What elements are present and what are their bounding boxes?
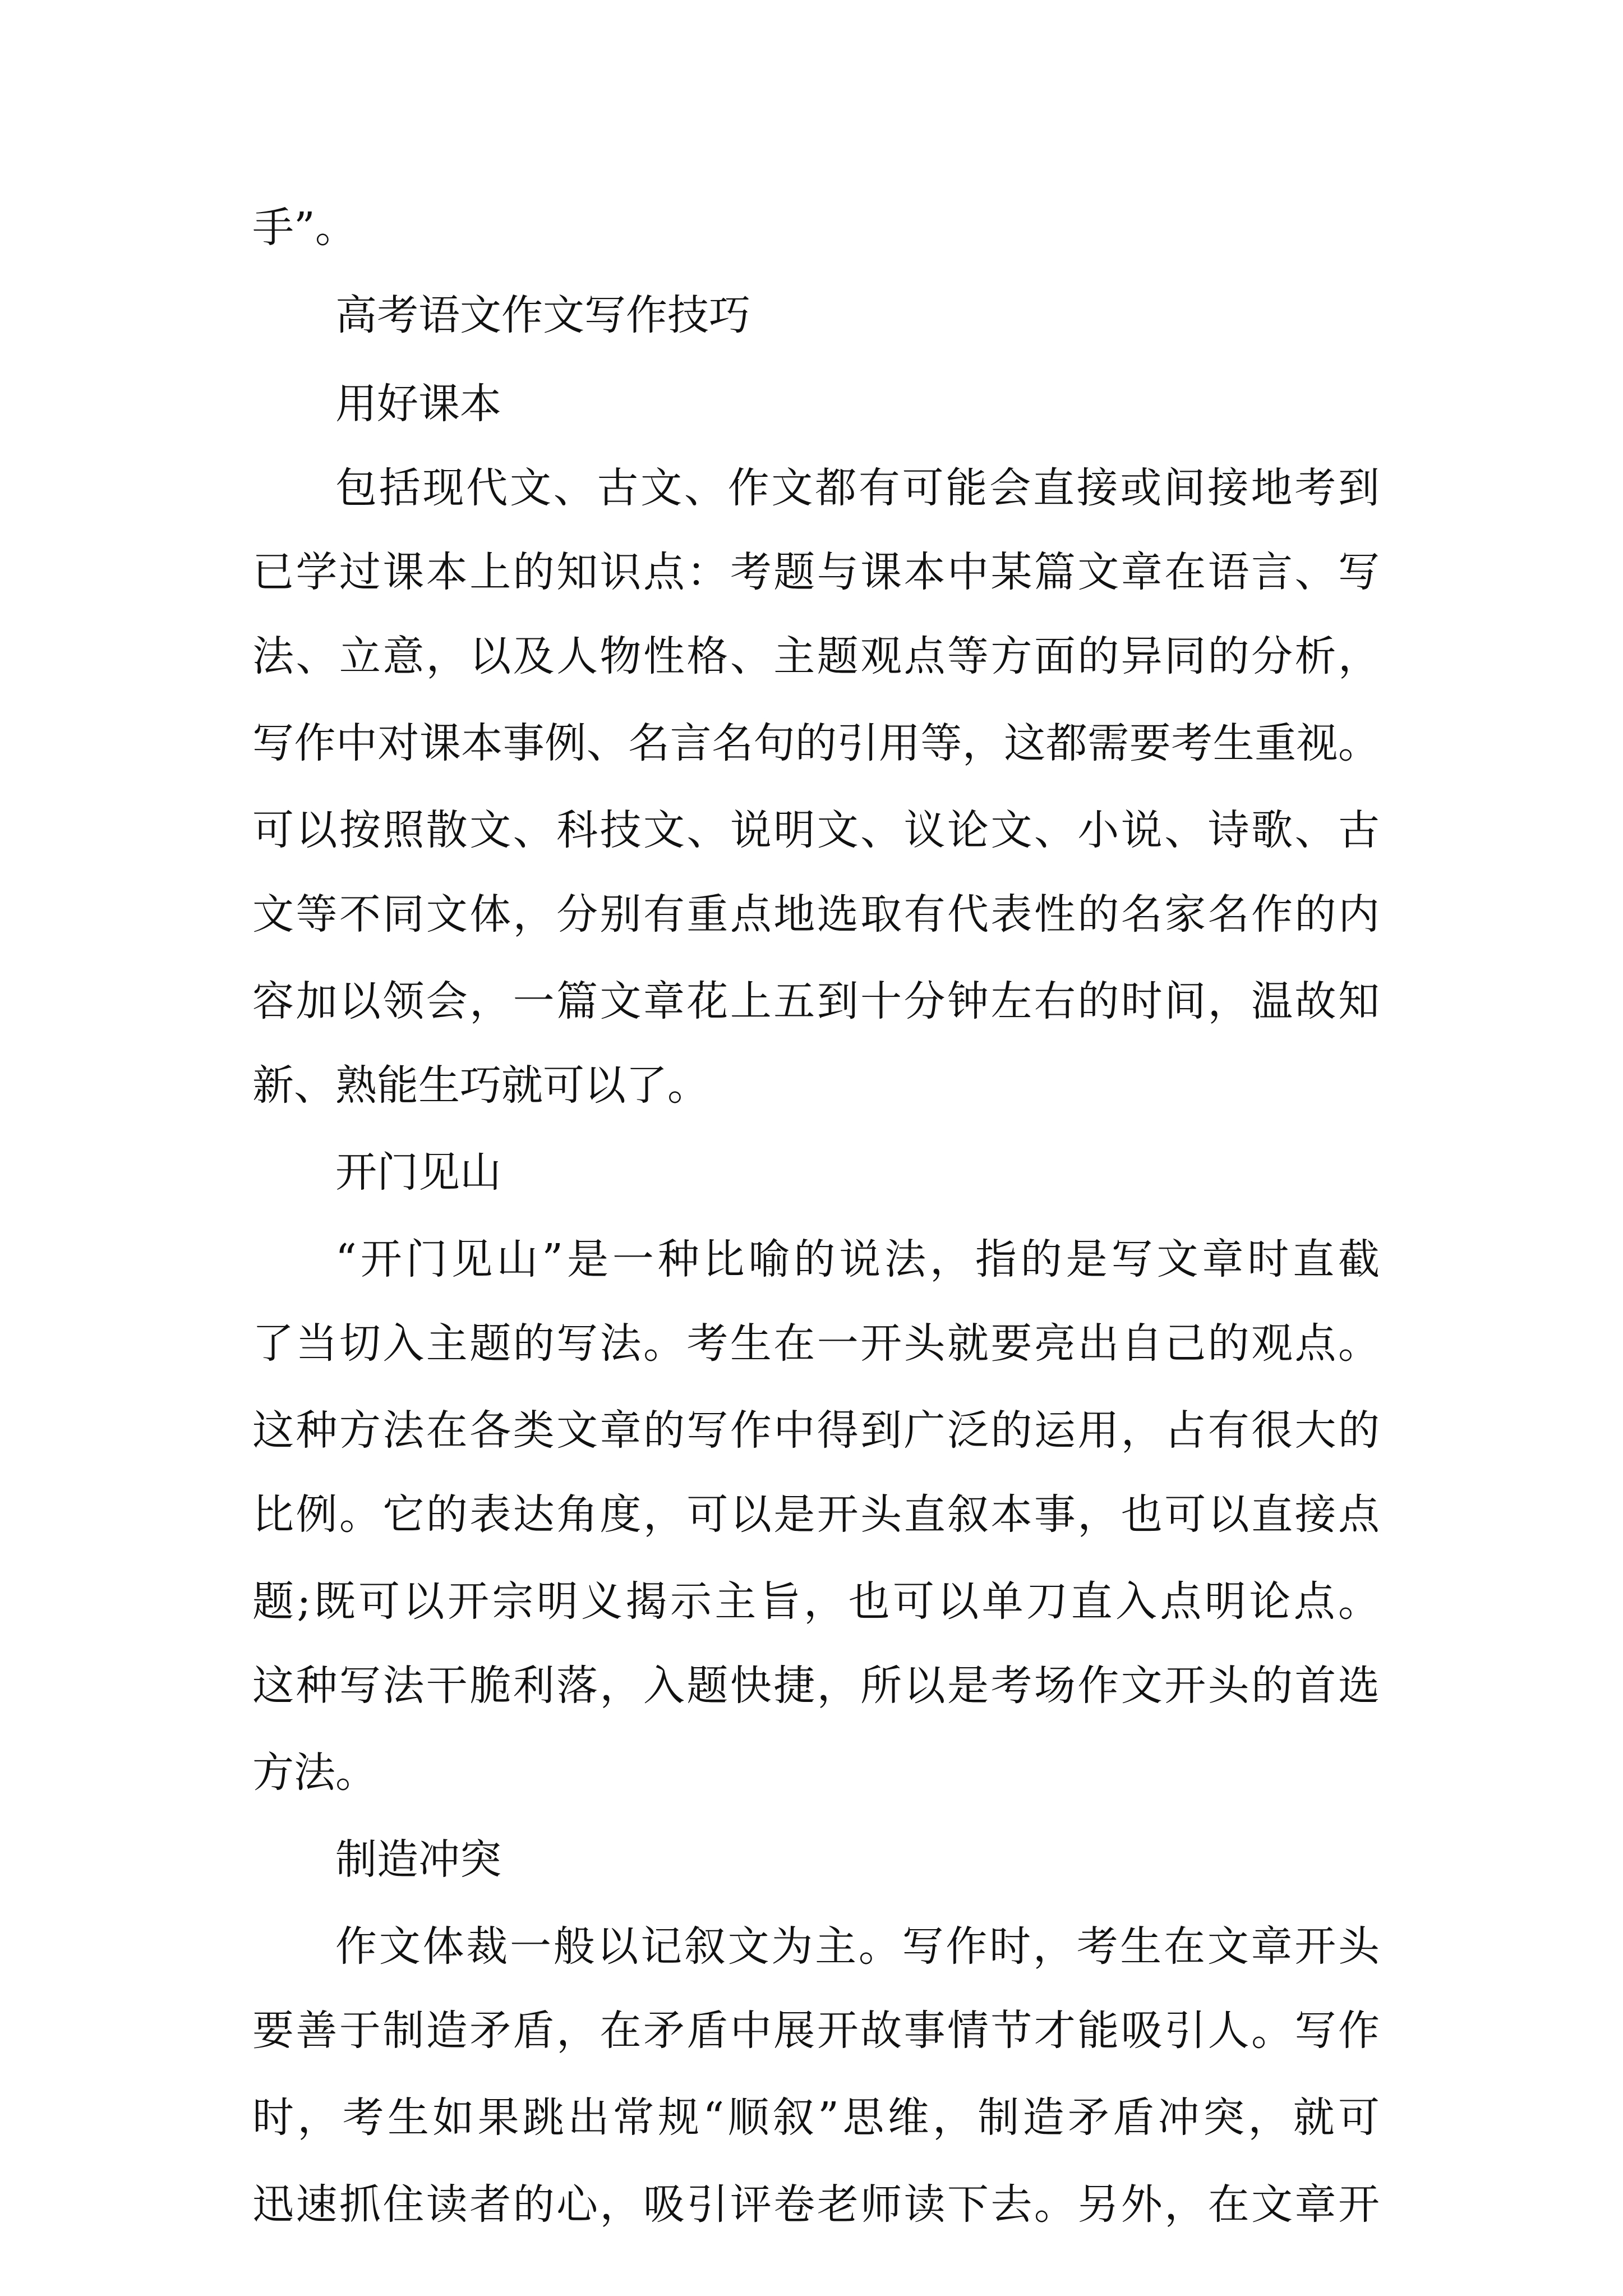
paragraph-line: 作文体裁一般以记叙文为主。写作时，考生在文章开头 [335, 1922, 1380, 1971]
paragraph-line: 文等不同文体，分别有重点地选取有代表性的名家名作的内 [252, 890, 1380, 938]
section-heading: 用好课本 [335, 380, 501, 428]
paragraph-line: 比例。它的表达角度，可以是开头直叙本事，也可以直接点 [252, 1490, 1380, 1539]
paragraph-line: 包括现代文、古文、作文都有可能会直接或间接地考到 [335, 464, 1380, 512]
paragraph-line: 这种写法干脆利落，入题快捷，所以是考场作文开头的首选 [252, 1662, 1380, 1710]
section-title: 高考语文作文写作技巧 [335, 291, 750, 339]
section-heading: 制造冲突 [335, 1835, 501, 1884]
paragraph-line: 新、熟能生巧就可以了。 [252, 1061, 709, 1110]
section-heading: 开门见山 [335, 1148, 501, 1197]
paragraph-line: 了当切入主题的写法。考生在一开头就要亮出自己的观点。 [252, 1319, 1380, 1368]
paragraph-line: 可以按照散文、科技文、说明文、议论文、小说、诗歌、古 [252, 806, 1380, 854]
paragraph-line: “开门见山”是一种比喻的说法，指的是写文章时直截 [335, 1235, 1380, 1283]
text-line: 手”。 [252, 204, 357, 252]
paragraph-line: 写作中对课本事例、名言名句的引用等，这都需要考生重视。 [252, 719, 1380, 767]
paragraph-line: 时，考生如果跳出常规“顺叙”思维，制造矛盾冲突，就可 [252, 2093, 1380, 2142]
paragraph-line: 要善于制造矛盾，在矛盾中展开故事情节才能吸引人。写作 [252, 2007, 1380, 2055]
paragraph-line: 这种方法在各类文章的写作中得到广泛的运用，占有很大的 [252, 1406, 1380, 1455]
paragraph-line: 法、立意，以及人物性格、主题观点等方面的异同的分析， [252, 632, 1380, 680]
paragraph-line: 题;既可以开宗明义揭示主旨，也可以单刀直入点明论点。 [252, 1577, 1380, 1626]
paragraph-line: 方法。 [252, 1749, 377, 1797]
paragraph-line: 已学过课本上的知识点：考题与课本中某篇文章在语言、写 [252, 548, 1380, 596]
paragraph-line: 容加以领会，一篇文章花上五到十分钟左右的时间，温故知 [252, 977, 1380, 1025]
paragraph-line: 迅速抓住读者的心，吸引评卷老师读下去。另外，在文章开 [252, 2180, 1380, 2229]
